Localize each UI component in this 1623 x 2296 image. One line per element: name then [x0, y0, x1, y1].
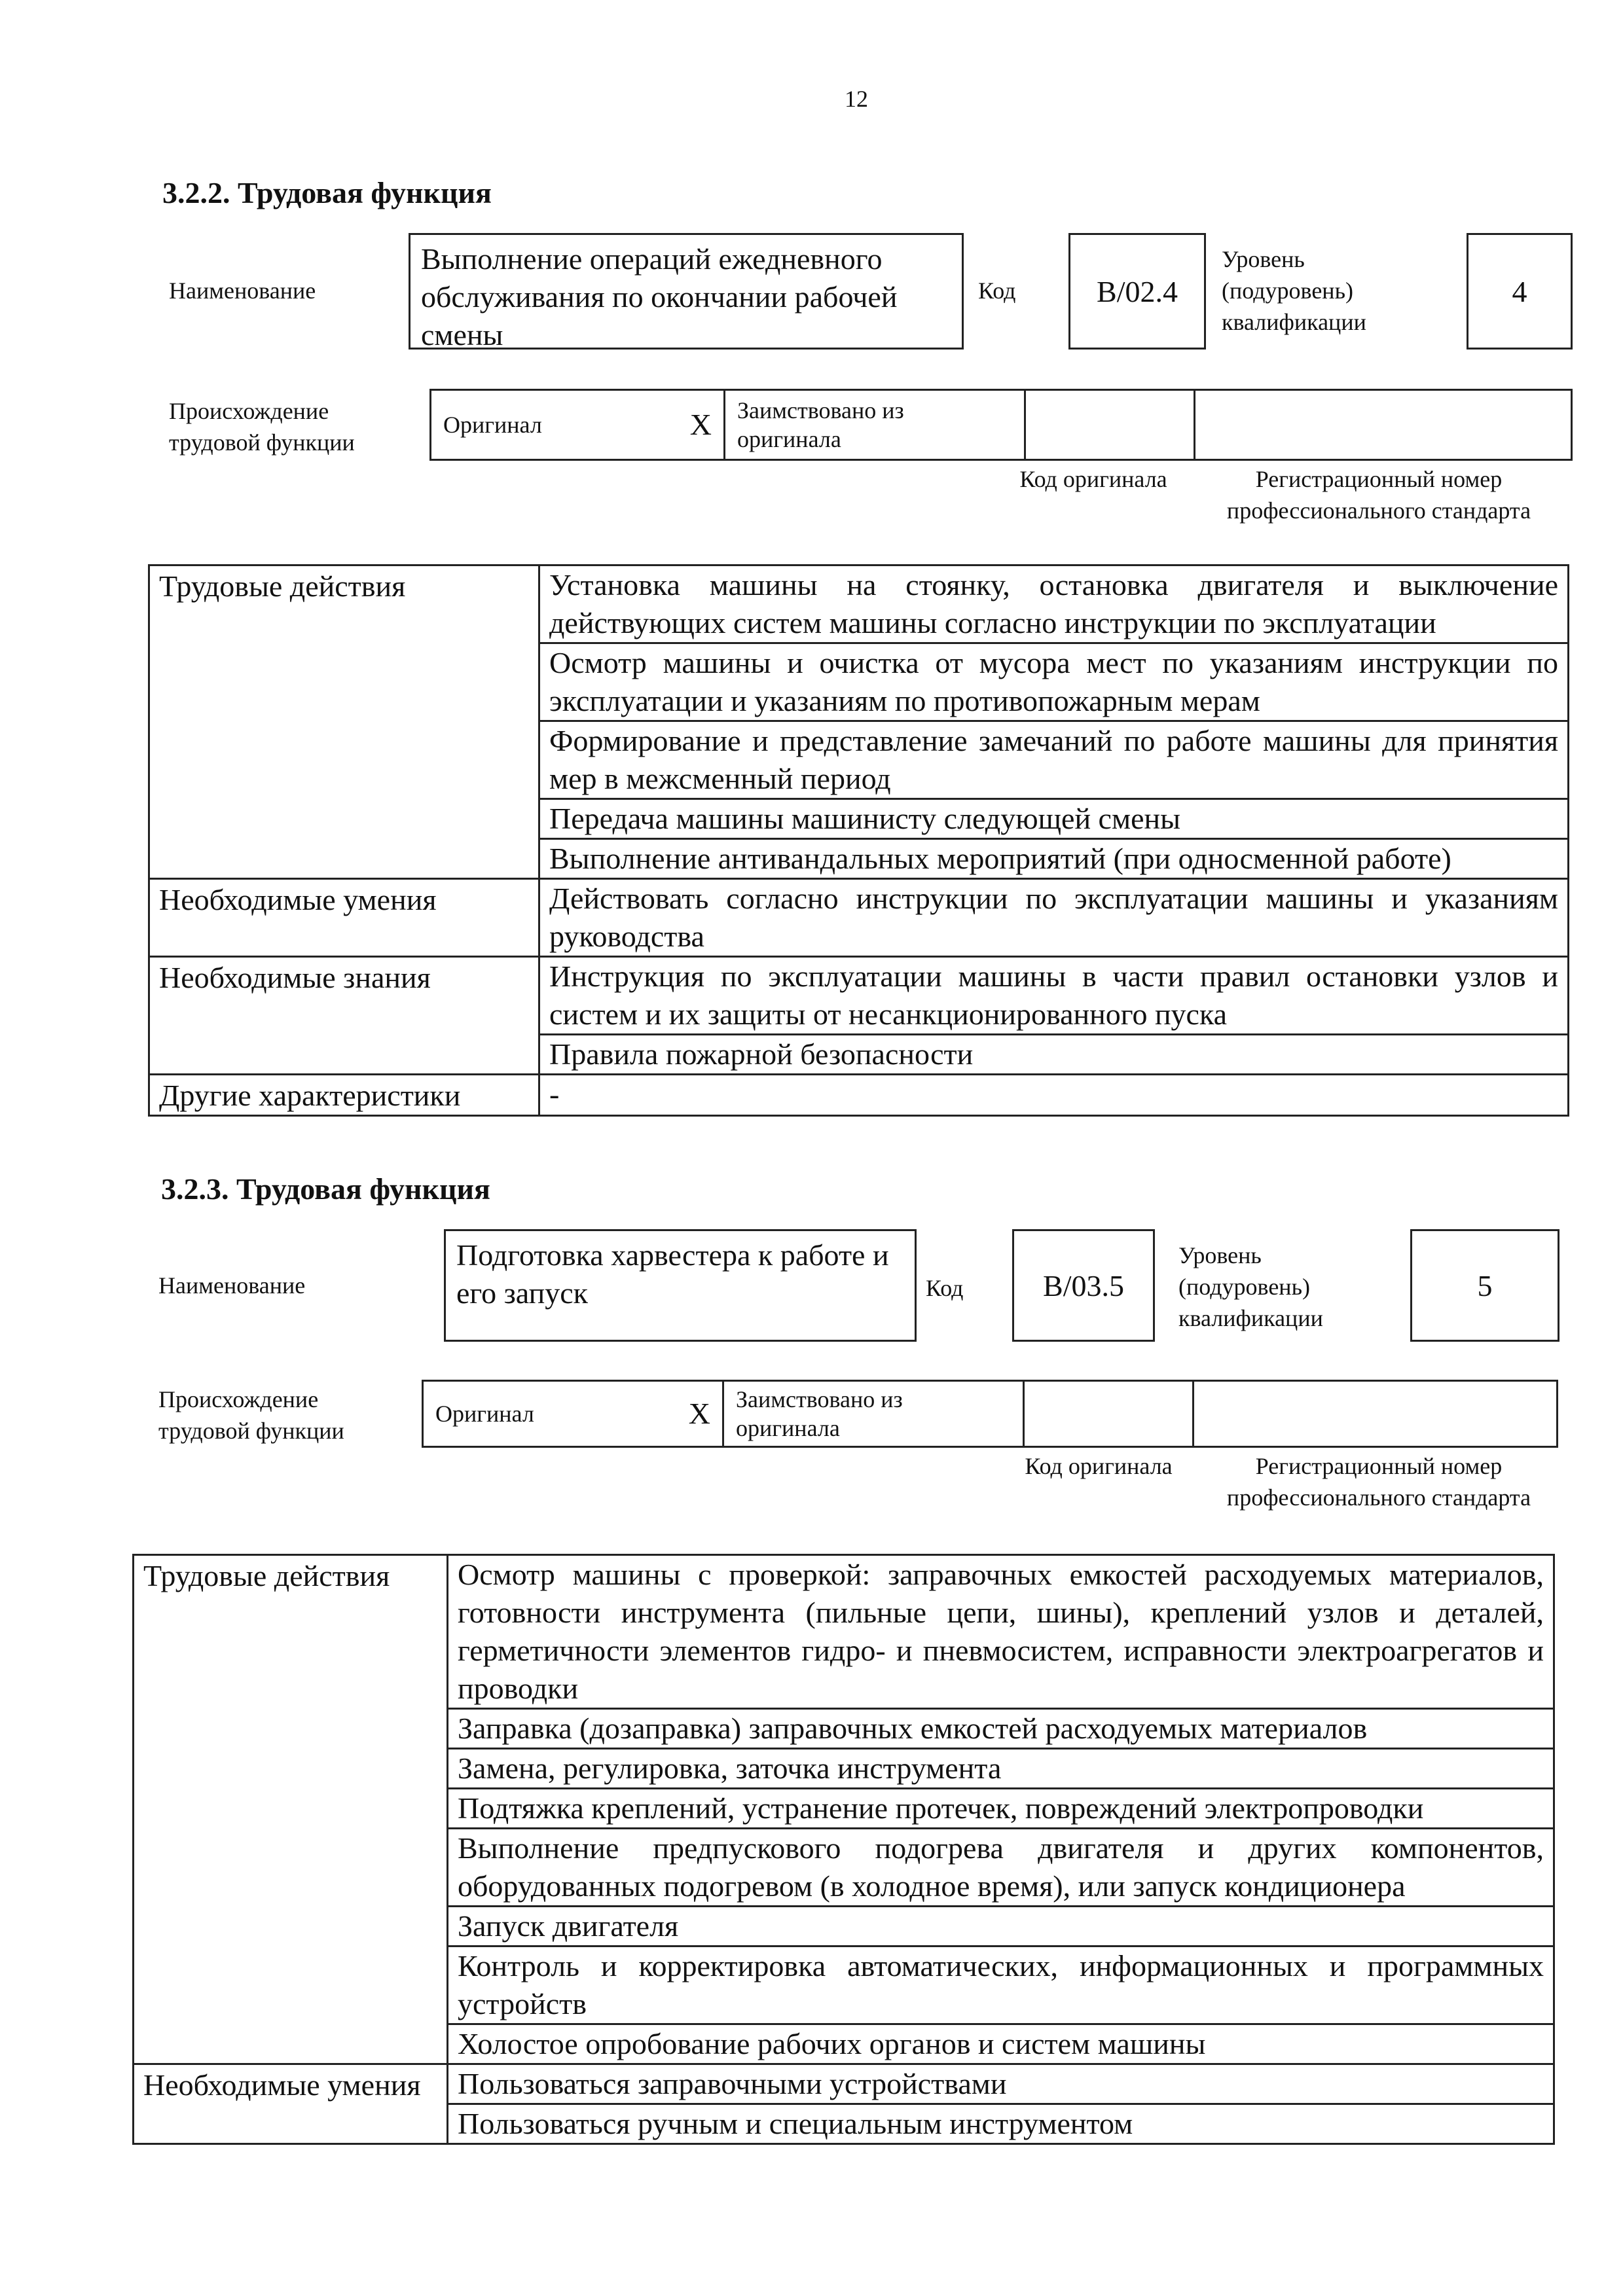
section-title-3-2-3: 3.2.3. Трудовая функция	[161, 1172, 490, 1206]
level-value: 5	[1477, 1268, 1493, 1302]
other-value: -	[539, 1075, 1569, 1116]
knowledge-item: Инструкция по эксплуатации машины в части правил остановки узлов и систем и их защиты от несанкционированного пуска	[539, 957, 1569, 1035]
level-label: Уровень (подуровень) квалификации	[1178, 1242, 1323, 1331]
labor-action-item: Контроль и корректировка автоматических, информационных и программных устройств	[448, 1946, 1554, 2024]
orig-code-cell	[1024, 1381, 1194, 1447]
function-name-box	[444, 1229, 917, 1342]
labor-action-item: Холостое опробование рабочих органов и систем машины	[448, 2024, 1554, 2064]
function-code-box	[1012, 1229, 1155, 1342]
original-label: Оригинал	[435, 1401, 534, 1427]
function-name: Подготовка харвестера к работе и его запуск	[456, 1238, 889, 1310]
labor-actions-label: Трудовые действия	[149, 565, 539, 879]
skill-item: Пользоваться заправочными устройствами	[448, 2064, 1554, 2104]
function-code-box	[1068, 233, 1206, 350]
knowledge-label: Необходимые знания	[149, 957, 539, 1075]
code-label: Код	[926, 1275, 964, 1301]
origin-table	[422, 1380, 1558, 1448]
function-code: B/03.5	[1043, 1268, 1124, 1302]
orig-code-cell	[1025, 390, 1195, 460]
labor-action-item: Осмотр машины и очистка от мусора мест по указаниям инструкции по эксплуатации и указаниям по противопожарным мерам	[539, 643, 1569, 721]
labor-action-item: Замена, регулировка, заточка инструмента	[448, 1749, 1554, 1789]
other-label: Другие характеристики	[149, 1075, 539, 1116]
code-label: Код	[978, 278, 1016, 304]
labor-action-item: Подтяжка креплений, устранение протечек, повреждений электропроводки	[448, 1789, 1554, 1829]
original-mark: X	[688, 1397, 710, 1430]
reg-number-caption: Регистрационный номер профессионального стандарта	[1226, 1453, 1531, 1511]
original-mark: X	[689, 408, 712, 441]
labor-action-item: Формирование и представление замечаний по работе машины для принятия мер в межсменный период	[539, 721, 1569, 799]
level-label: Уровень (подуровень) квалификации	[1222, 246, 1366, 335]
function-code: B/02.4	[1097, 274, 1178, 308]
level-value: 4	[1512, 274, 1527, 308]
function-name-box	[409, 233, 964, 350]
labor-action-item: Выполнение предпускового подогрева двигателя и других компонентов, оборудованных подогревом (в холодное время), или запуск кондиционера	[448, 1829, 1554, 1907]
page-number: 12	[845, 86, 868, 112]
original-label: Оригинал	[443, 412, 542, 438]
skills-label: Необходимые умения	[149, 879, 539, 957]
function-name: Выполнение операций ежедневного обслуживания по окончании рабочей смены	[421, 242, 898, 351]
skill-item: Пользоваться ручным и специальным инструментом	[448, 2104, 1554, 2144]
borrowed-label: Заимствовано из оригинала	[725, 390, 1025, 460]
labor-action-item: Осмотр машины с проверкой: заправочных емкостей расходуемых материалов, готовности инструмента (пильные цепи, шины), креплений узлов и деталей, герметичности элементов гидро- и пневмосистем, исправности электроагрегатов и проводки	[448, 1555, 1554, 1709]
labor-action-item: Запуск двигателя	[448, 1907, 1554, 1946]
function-table-3-2-3	[132, 1554, 1555, 2145]
reg-number-cell	[1195, 390, 1572, 460]
reg-number-cell	[1194, 1381, 1558, 1447]
name-label: Наименование	[158, 1272, 306, 1299]
labor-action-item: Выполнение антивандальных мероприятий (при односменной работе)	[539, 839, 1569, 879]
section-title-3-2-2: 3.2.2. Трудовая функция	[162, 176, 492, 209]
origin-label: Происхождение трудовой функции	[169, 398, 355, 456]
name-label: Наименование	[169, 278, 316, 304]
skill-item: Действовать согласно инструкции по эксплуатации машины и указаниям руководства	[539, 879, 1569, 957]
orig-code-caption: Код оригинала	[1025, 1453, 1173, 1479]
reg-number-caption: Регистрационный номер профессионального стандарта	[1226, 466, 1531, 524]
orig-code-caption: Код оригинала	[1019, 466, 1167, 492]
level-box	[1410, 1229, 1559, 1342]
labor-action-item: Передача машины машинисту следующей смены	[539, 799, 1569, 839]
labor-actions-label: Трудовые действия	[134, 1555, 448, 2064]
origin-table	[429, 389, 1573, 461]
level-box	[1467, 233, 1573, 350]
origin-label: Происхождение трудовой функции	[158, 1386, 344, 1444]
borrowed-label: Заимствовано из оригинала	[723, 1381, 1024, 1447]
function-table-3-2-2	[148, 564, 1569, 1117]
labor-action-item: Установка машины на стоянку, остановка двигателя и выключение действующих систем машины согласно инструкции по эксплуатации	[539, 565, 1569, 643]
labor-action-item: Заправка (дозаправка) заправочных емкостей расходуемых материалов	[448, 1709, 1554, 1749]
knowledge-item: Правила пожарной безопасности	[539, 1035, 1569, 1075]
origin-original-cell	[423, 1381, 723, 1447]
skills-label: Необходимые умения	[134, 2064, 448, 2144]
origin-original-cell	[431, 390, 725, 460]
